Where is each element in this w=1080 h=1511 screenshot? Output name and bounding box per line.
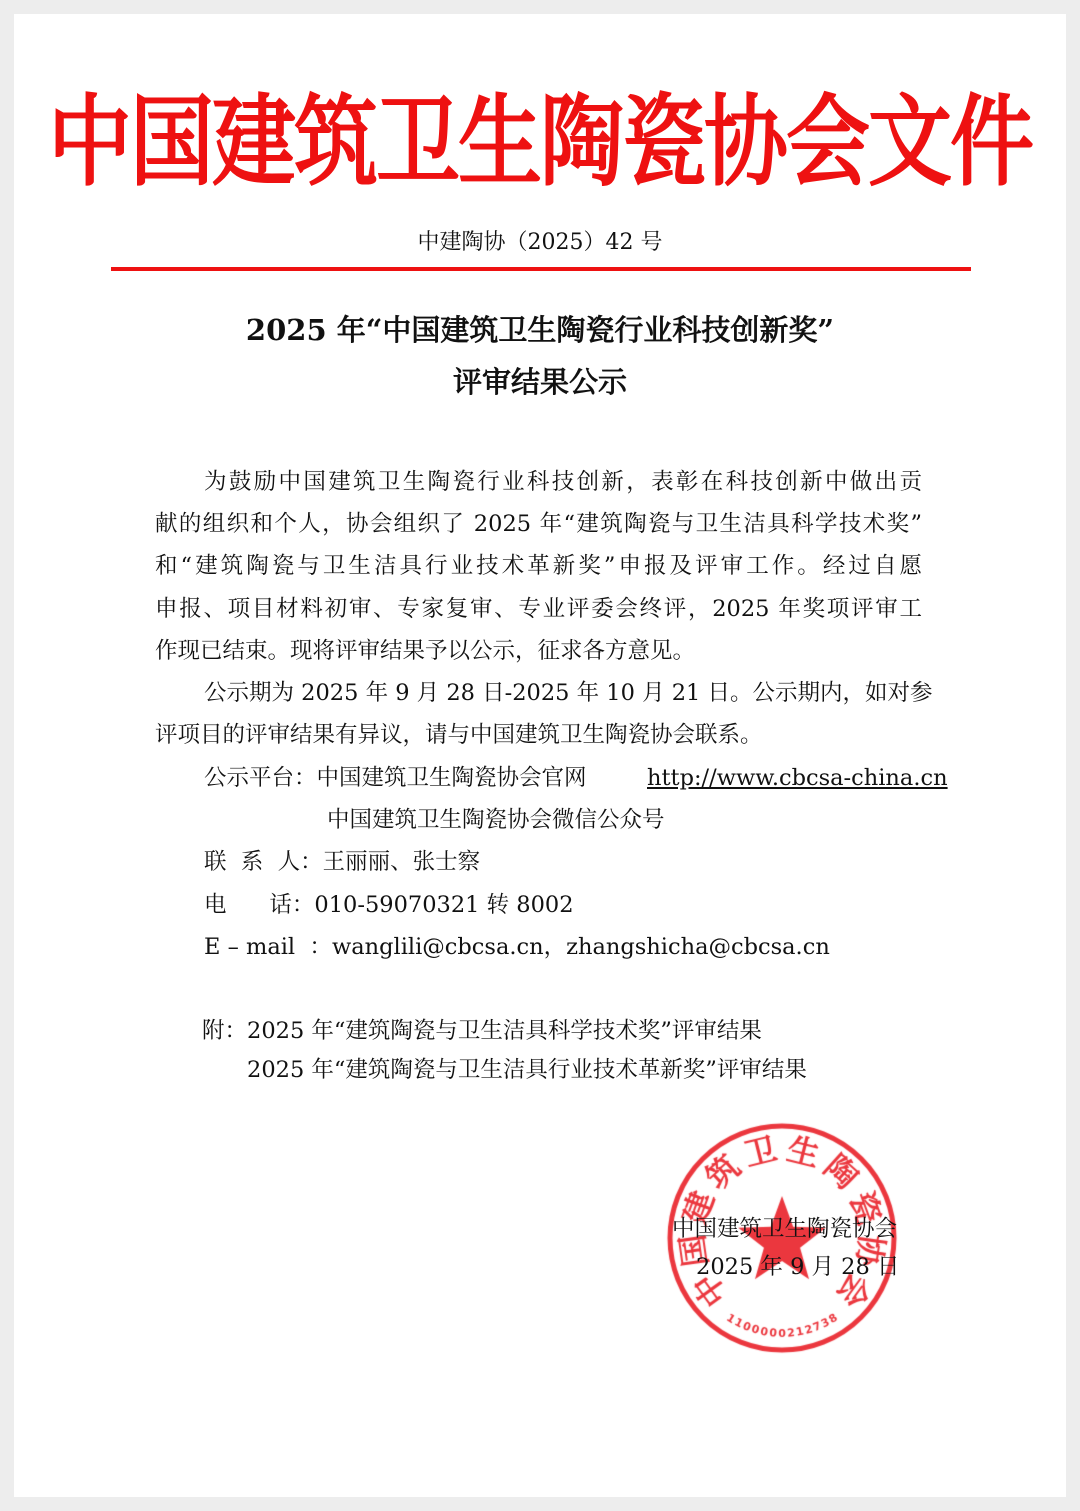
email-label: E – mail ： <box>204 934 332 960</box>
body-line: 作现已结束。现将评审结果予以公示，征求各方意见。 <box>155 638 696 664</box>
document-header-title: 中国建筑卫生陶瓷协会文件 <box>47 82 1032 200</box>
body-line: 献的组织和个人，协会组织了 2025 年“建筑陶瓷与卫生洁具科学技术奖” <box>155 511 922 537</box>
body-line: 评项目的评审结果有异议，请与中国建筑卫生陶瓷协会联系。 <box>155 722 763 748</box>
contact-person-value: 王丽丽、张士察 <box>322 849 481 875</box>
body-line: 申报、项目材料初审、专家复审、专业评委会终评，2025 年奖项评审工 <box>155 596 922 622</box>
signature-org: 中国建筑卫生陶瓷协会 <box>672 1216 898 1242</box>
body-line: 公示期为 2025 年 9 月 28 日-2025 年 10 月 21 日。公示期内，如对参 <box>204 680 933 706</box>
platform-site: 中国建筑卫生陶瓷协会官网 <box>316 765 587 791</box>
attachment-item: 2025 年“建筑陶瓷与卫生洁具行业技术革新奖”评审结果 <box>247 1057 807 1083</box>
platform-url-link[interactable]: http://www.cbcsa-china.cn <box>647 765 948 791</box>
signature-date: 2025 年 9 月 28 日 <box>696 1254 900 1280</box>
attachments-label: 附： <box>202 1018 248 1044</box>
phone-label: 电 话： <box>204 892 315 918</box>
phone-value: 010-59070321 转 8002 <box>314 892 574 918</box>
body-line: 为鼓励中国建筑卫生陶瓷行业科技创新，表彰在科技创新中做出贡 <box>204 469 922 495</box>
platform-wechat: 中国建筑卫生陶瓷协会微信公众号 <box>327 807 665 833</box>
attachment-item: 2025 年“建筑陶瓷与卫生洁具科学技术奖”评审结果 <box>247 1018 762 1044</box>
email-value: wanglili@cbcsa.cn，zhangshicha@cbcsa.cn <box>331 934 830 960</box>
contact-person-label: 联 系 人： <box>204 849 323 875</box>
platform-label: 公示平台： <box>204 765 317 791</box>
header-divider <box>111 267 971 271</box>
notice-title-line1: 2025 年“中国建筑卫生陶瓷行业科技创新奖” <box>245 313 835 347</box>
document-number: 中建陶协（2025）42 号 <box>417 230 663 255</box>
body-line: 和“建筑陶瓷与卫生洁具行业技术革新奖”申报及评审工作。经过自愿 <box>155 553 922 579</box>
notice-title-line2: 评审结果公示 <box>452 365 627 399</box>
